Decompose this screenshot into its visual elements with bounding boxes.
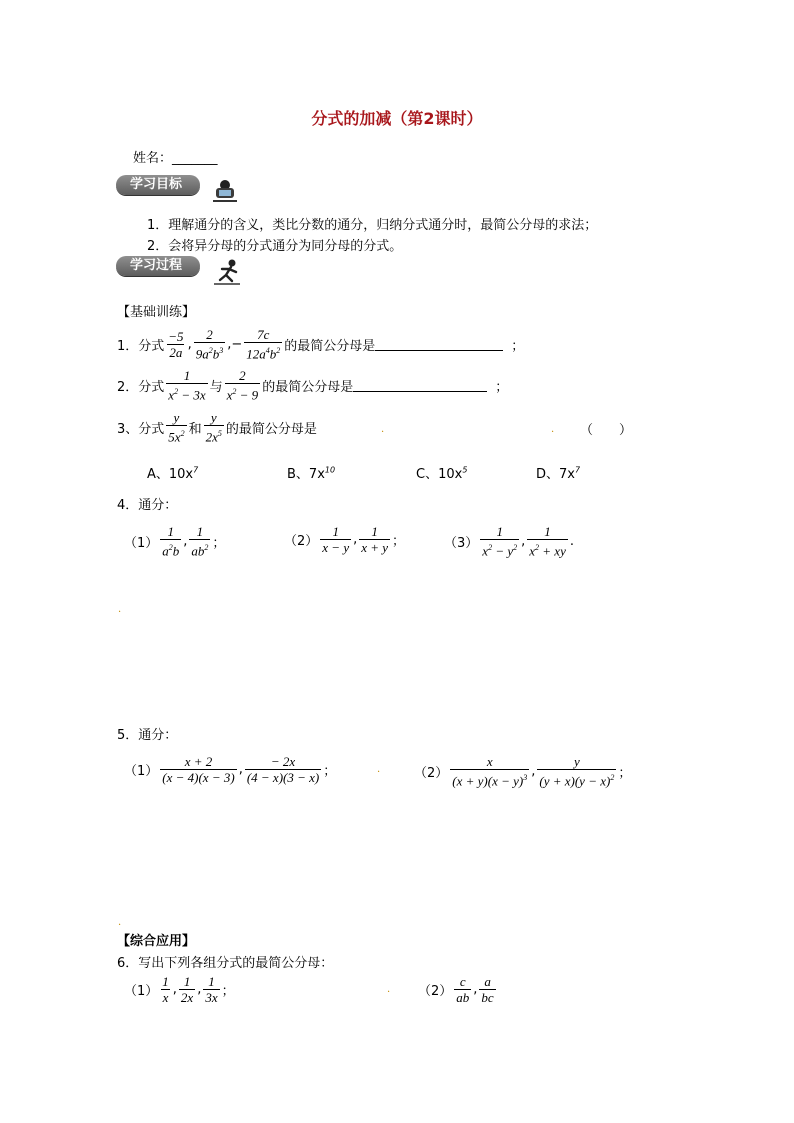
q3-option-c: C、$10x^5$: [416, 465, 468, 482]
question-5-part-2: （2） $\frac{x}{(x + y)(x - y)^3}$ , $\frac{y}{(y + x)(y - x)^2}$ ；: [414, 754, 632, 789]
q2-answer-blank[interactable]: [353, 379, 487, 392]
q5-lead: 5．通分：: [117, 728, 178, 743]
student-reading-icon: [210, 176, 240, 204]
question-4-part-2: （2） $\frac{1}{x - y}$ , $\frac{1}{x + y}$ ；: [284, 524, 406, 555]
q1-lead: 1．分式: [117, 338, 165, 354]
question-6-part-1: （1） $\frac{1}{x}$ , $\frac{1}{2x}$ , $\frac{1}{3x}$ ；: [124, 974, 235, 1005]
marker-dot: .: [387, 984, 391, 995]
page-title: 分式的加减（第2课时）: [311, 109, 483, 128]
q3-option-a: A、$10x^7$: [147, 465, 199, 482]
marker-dot: .: [118, 917, 122, 928]
question-3: 3、分式 $\frac{y}{5x^2}$ 和 $\frac{y}{2x^5}$ 的最简公分母是: [117, 410, 317, 445]
q3-option-d: D、$7x^7$: [536, 465, 581, 482]
marker-dot: .: [118, 604, 122, 615]
process-badge: 学习过程: [116, 256, 200, 276]
question-4-part-1: （1） $\frac{1}{a^2b}$ , $\frac{1}{ab^2}$ ；: [124, 524, 226, 559]
basic-heading: 【基础训练】: [117, 305, 196, 320]
name-field[interactable]: 姓名：_______: [133, 151, 218, 166]
goals-badge: 学习目标: [116, 175, 200, 195]
question-6-part-2: （2） $\frac{c}{ab}$ , $\frac{a}{bc}$: [418, 974, 494, 1005]
applied-heading: 【综合应用】: [117, 934, 196, 949]
goal-1: 1．理解通分的含义，类比分数的通分，归纳分式通分时，最简公分母的求法；: [147, 218, 598, 233]
goal-2: 2．会将异分母的分式通分为同分母的分式。: [147, 239, 403, 254]
question-1: 1．分式 $\frac{-5}{2a}$ , $\frac{2}{9a^2b^3}$ ,− $\frac{7c}{12a^4b^2}$ 的最简公分母是 ；: [117, 327, 525, 362]
question-2: 2．分式 $\frac{1}{x^2 - 3x}$ 与 $\frac{2}{x^2 - 9}$ 的最简公分母是 ；: [117, 368, 509, 403]
section-goals: [116, 175, 200, 195]
marker-dot: .: [551, 424, 555, 435]
q1-tail: 的最简公分母是: [284, 338, 376, 354]
q1-answer-blank[interactable]: [375, 338, 503, 351]
q3-option-b: B、$7x^{10}$: [287, 465, 336, 482]
section-process: [116, 256, 200, 276]
runner-icon: [212, 258, 242, 286]
q3-answer-paren[interactable]: （ ）: [580, 423, 633, 438]
q4-lead: 4．通分：: [117, 498, 178, 513]
marker-dot: .: [377, 764, 381, 775]
question-4-part-3: （3） $\frac{1}{x^2 - y^2}$ , $\frac{1}{x^2 + xy}$ .: [444, 524, 574, 559]
q6-lead: 6．写出下列各组分式的最简公分母：: [117, 956, 334, 971]
marker-dot: .: [381, 424, 385, 435]
question-5-part-1: （1） $\frac{x + 2}{(x - 4)(x - 3)}$ , $\frac{- 2x}{(4 - x)(3 - x)}$ ；: [124, 754, 337, 785]
